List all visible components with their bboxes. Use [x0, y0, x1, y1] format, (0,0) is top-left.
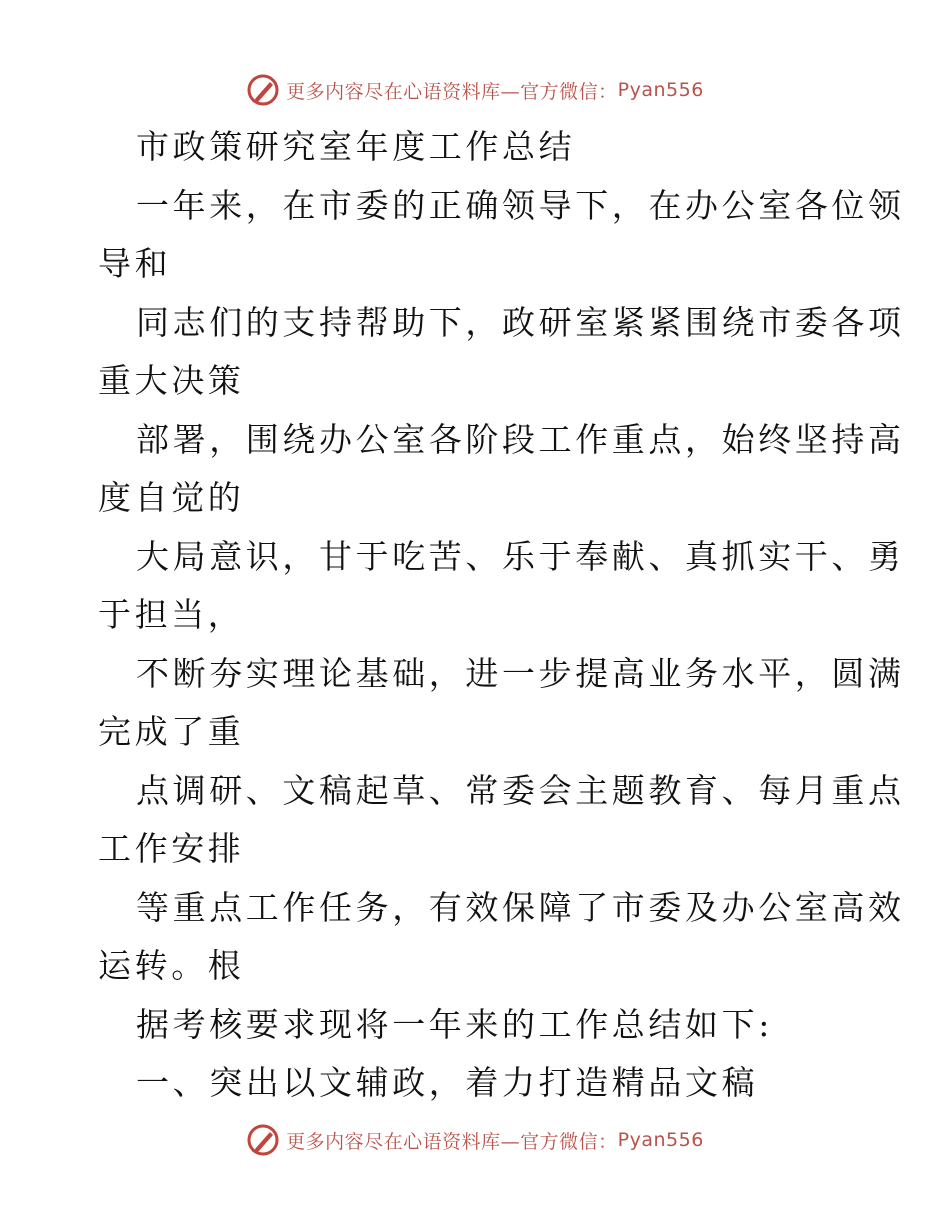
text-line: 一年来，在市委的正确领导下，在办公室各位领: [136, 185, 905, 225]
pen-logo-icon: [246, 1123, 280, 1157]
watermark-wechat-id: Pyan556: [617, 79, 704, 101]
text-line: 据考核要求现将一年来的工作总结如下:: [136, 1004, 773, 1044]
text-line: 导和: [98, 244, 172, 283]
watermark-header: [0, 70, 950, 110]
document-title: 市政策研究室年度工作总结: [136, 127, 576, 166]
watermark-text: 更多内容尽在心语资料库—官方微信：: [286, 80, 618, 103]
text-line: 完成了重: [98, 712, 245, 751]
text-line: 同志们的支持帮助下，政研室紧紧围绕市委各项: [136, 302, 905, 342]
text-line: 部署，围绕办公室各阶段工作重点，始终坚持高: [136, 419, 905, 459]
document-body: [98, 118, 905, 1113]
watermark-wechat-id: Pyan556: [617, 1129, 704, 1151]
text-line: 运转。根: [98, 946, 245, 985]
text-line: 点调研、文稿起草、常委会主题教育、每月重点: [136, 770, 905, 810]
watermark-footer: [0, 1120, 950, 1160]
section-heading: 一、突出以文辅政，着力打造精品文稿: [136, 1063, 759, 1102]
text-line: 工作安排: [98, 829, 245, 868]
watermark-text: 更多内容尽在心语资料库—官方微信：: [286, 1130, 618, 1153]
text-line: 不断夯实理论基础，进一步提高业务水平，圆满: [136, 653, 905, 693]
text-line: 度自觉的: [98, 478, 245, 517]
text-line: 大局意识，甘于吃苦、乐于奉献、真抓实干、勇: [136, 536, 905, 576]
text-line: 于担当，: [98, 595, 245, 634]
pen-logo-icon: [246, 73, 280, 107]
text-line: 重大决策: [98, 361, 245, 400]
text-line: 等重点工作任务，有效保障了市委及办公室高效: [136, 887, 905, 927]
